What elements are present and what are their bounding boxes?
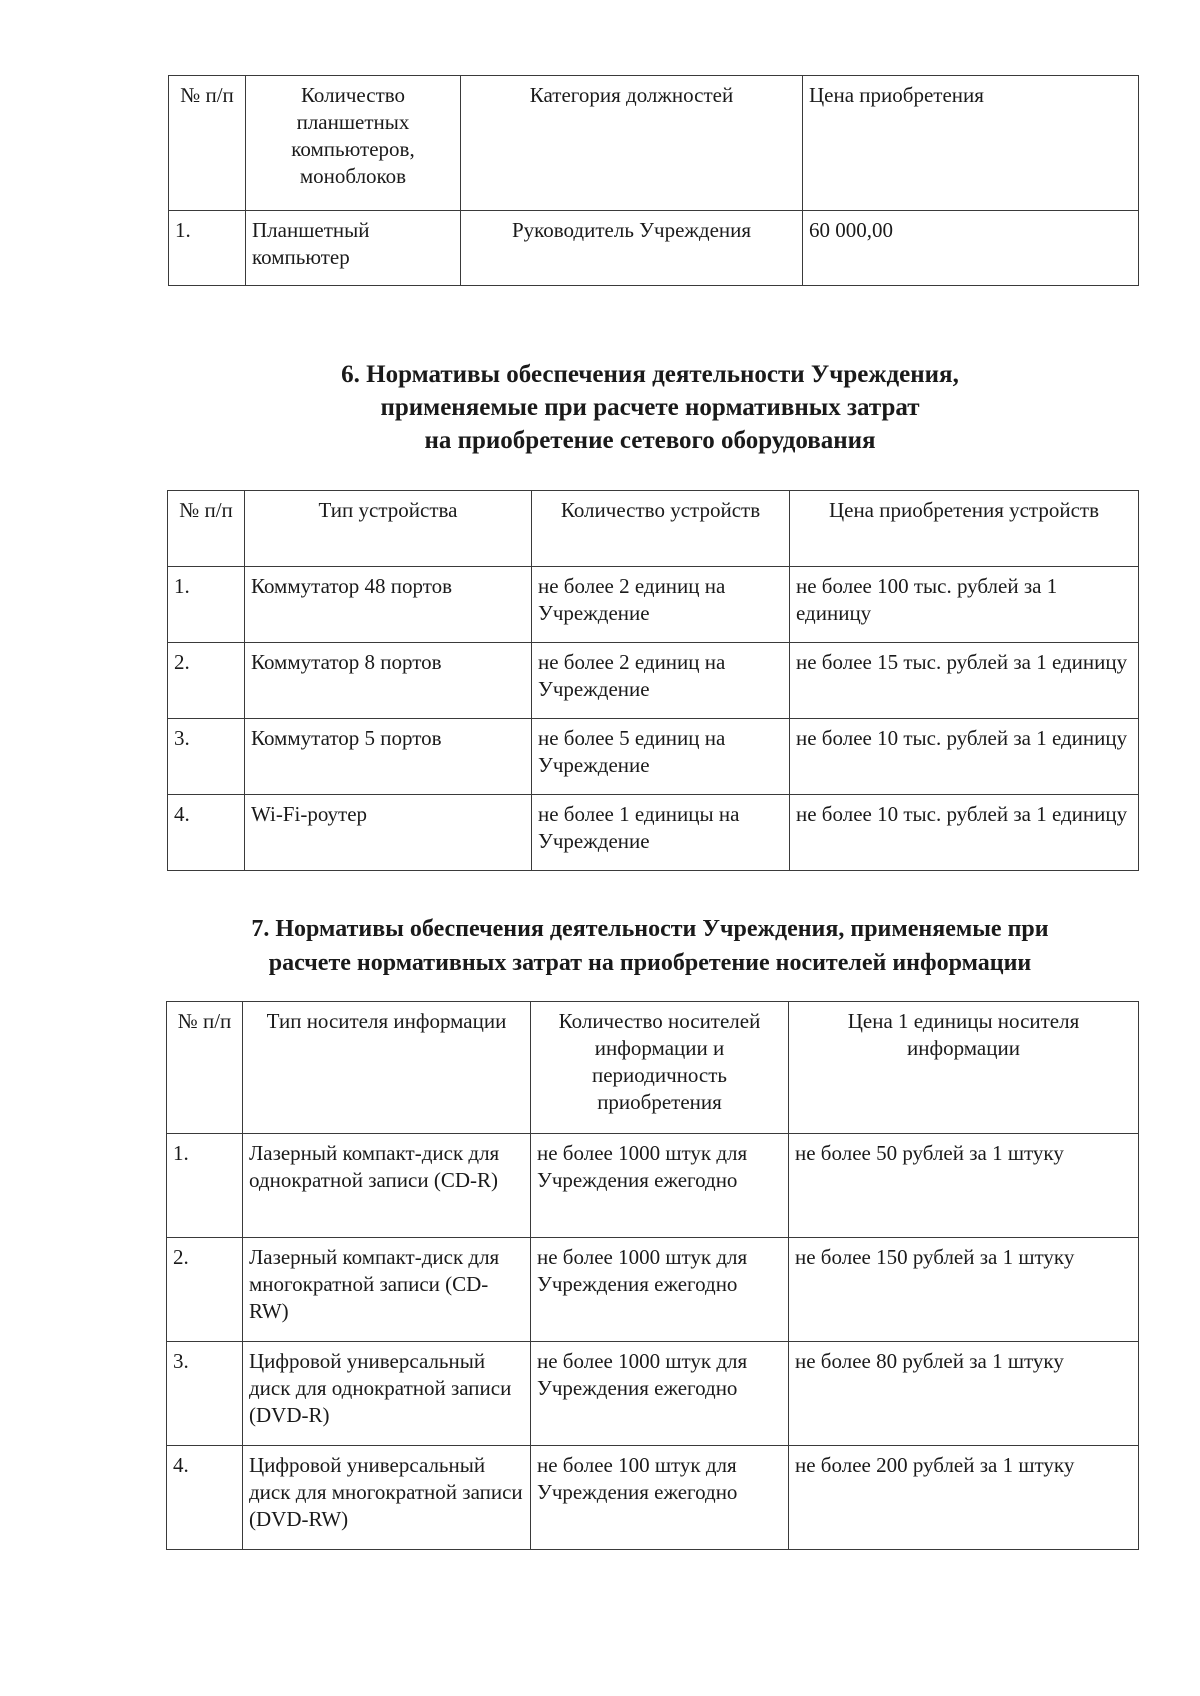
cell-device-count: не более 1 единицы на Учреждение	[532, 795, 790, 871]
section-6-title-line: на приобретение сетевого оборудования	[424, 427, 876, 454]
cell-device-price: не более 15 тыс. рублей за 1 единицу	[790, 643, 1139, 719]
table-row	[167, 1446, 1139, 1550]
table-header-row	[167, 1002, 1139, 1134]
table-row	[169, 211, 1139, 286]
cell-device-count: не более 5 единиц на Учреждение	[532, 719, 790, 795]
table-row	[167, 1342, 1139, 1446]
cell-number: 4.	[168, 795, 245, 871]
header-cell-position-category: Категория должностей	[461, 76, 803, 211]
header-cell-device-type: Тип устройства	[245, 491, 532, 567]
section-7-title-line: расчете нормативных затрат на приобретение носителей информации	[268, 950, 1032, 976]
cell-media-price: не более 200 рублей за 1 штуку	[789, 1446, 1139, 1550]
header-cell-number: № п/п	[167, 1002, 243, 1134]
cell-device-price: не более 10 тыс. рублей за 1 единицу	[790, 795, 1139, 871]
table-row	[167, 1134, 1139, 1238]
header-cell-quantity: Количество планшетных компьютеров, моноблоков	[246, 76, 461, 211]
header-cell-number: № п/п	[169, 76, 246, 211]
cell-media-quantity: не более 1000 штук для Учреждения ежегодно	[531, 1134, 789, 1238]
cell-media-quantity: не более 100 штук для Учреждения ежегодно	[531, 1446, 789, 1550]
header-cell-media-type: Тип носителя информации	[243, 1002, 531, 1134]
cell-number: 3.	[167, 1342, 243, 1446]
cell-number: 4.	[167, 1446, 243, 1550]
cell-number: 3.	[168, 719, 245, 795]
cell-position: Руководитель Учреждения	[461, 211, 803, 286]
cell-number: 2.	[167, 1238, 243, 1342]
section-7-title-line: 7. Нормативы обеспечения деятельности Учреждения, применяемые при	[251, 916, 1049, 942]
header-cell-device-count: Количество устройств	[532, 491, 790, 567]
header-cell-price: Цена приобретения	[803, 76, 1139, 211]
header-cell-number: № п/п	[168, 491, 245, 567]
cell-device-price: не более 10 тыс. рублей за 1 единицу	[790, 719, 1139, 795]
cell-device-type: Коммутатор 5 портов	[245, 719, 532, 795]
cell-device: Планшетный компьютер	[246, 211, 461, 286]
cell-media-type: Цифровой универсальный диск для многократной записи (DVD-RW)	[243, 1446, 531, 1550]
cell-device-count: не более 2 единиц на Учреждение	[532, 643, 790, 719]
cell-number: 1.	[167, 1134, 243, 1238]
header-cell-media-quantity: Количество носителей информации и периодичность приобретения	[531, 1002, 789, 1134]
network-equipment-table	[167, 490, 1139, 871]
section-6-title	[150, 358, 1150, 457]
cell-media-quantity: не более 1000 штук для Учреждения ежегодно	[531, 1342, 789, 1446]
table-row	[168, 795, 1139, 871]
section-7-title	[150, 912, 1150, 980]
cell-media-price: не более 50 рублей за 1 штуку	[789, 1134, 1139, 1238]
table-row	[168, 567, 1139, 643]
table-row	[168, 643, 1139, 719]
table-row	[168, 719, 1139, 795]
cell-number: 1.	[169, 211, 246, 286]
table-header-row	[168, 491, 1139, 567]
cell-device-type: Коммутатор 8 портов	[245, 643, 532, 719]
section-6-title-line: 6. Нормативы обеспечения деятельности Учреждения,	[341, 361, 959, 388]
header-cell-device-price: Цена приобретения устройств	[790, 491, 1139, 567]
cell-media-price: не более 150 рублей за 1 штуку	[789, 1238, 1139, 1342]
cell-media-type: Цифровой универсальный диск для однократной записи (DVD-R)	[243, 1342, 531, 1446]
table-row	[167, 1238, 1139, 1342]
cell-device-type: Wi-Fi-роутер	[245, 795, 532, 871]
header-cell-media-price: Цена 1 единицы носителя информации	[789, 1002, 1139, 1134]
cell-device-price: не более 100 тыс. рублей за 1 единицу	[790, 567, 1139, 643]
cell-media-type: Лазерный компакт-диск для однократной записи (CD-R)	[243, 1134, 531, 1238]
cell-number: 2.	[168, 643, 245, 719]
cell-media-quantity: не более 1000 штук для Учреждения ежегодно	[531, 1238, 789, 1342]
cell-number: 1.	[168, 567, 245, 643]
cell-media-type: Лазерный компакт-диск для многократной записи (CD-RW)	[243, 1238, 531, 1342]
storage-media-table	[166, 1001, 1139, 1550]
section-6-title-line: применяемые при расчете нормативных затрат	[380, 394, 920, 421]
cell-price: 60 000,00	[803, 211, 1139, 286]
table-header-row	[169, 76, 1139, 211]
cell-media-price: не более 80 рублей за 1 штуку	[789, 1342, 1139, 1446]
cell-device-count: не более 2 единиц на Учреждение	[532, 567, 790, 643]
tablets-table	[168, 75, 1139, 286]
cell-device-type: Коммутатор 48 портов	[245, 567, 532, 643]
